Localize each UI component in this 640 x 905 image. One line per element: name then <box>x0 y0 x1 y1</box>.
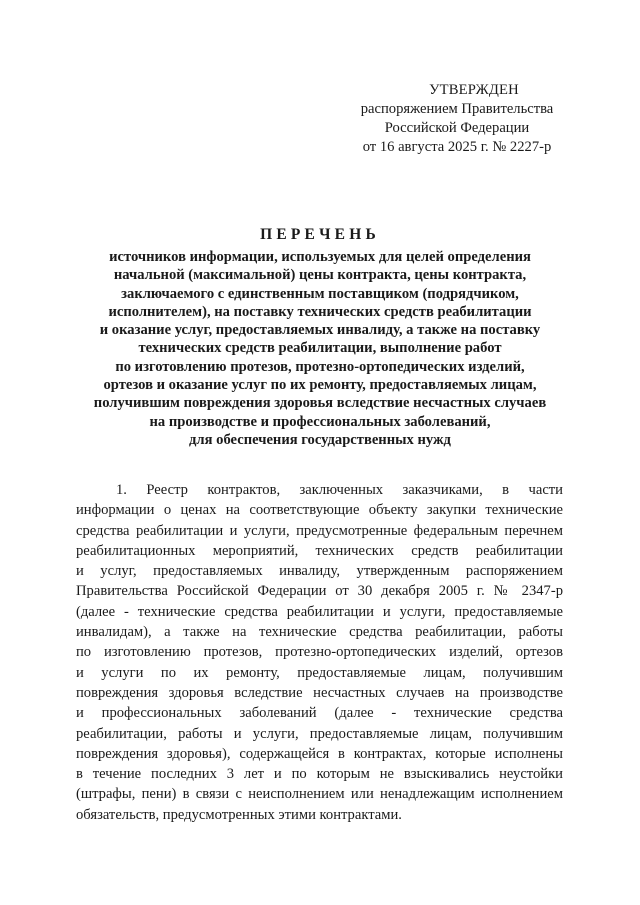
paragraph-line: 1. Реестр контрактов, заключенных заказчиками, в части <box>116 482 563 498</box>
approval-heading: УТВЕРЖДЕН <box>429 82 519 98</box>
paragraph-line: в течение последних 3 лет и по которым не взыскивались неустойки <box>76 766 563 783</box>
paragraph-1 <box>76 480 563 825</box>
paragraph-line: инвалидам), а также на технические средства реабилитации, работы <box>76 624 563 641</box>
subtitle-line: заключаемого с единственным поставщиком (подрядчиком, <box>121 285 519 302</box>
paragraph-line: реабилитационных мероприятий, технических средств реабилитации <box>76 542 563 559</box>
paragraph-line: информации о ценах на соответствующие объекту закупки технические <box>76 502 563 519</box>
paragraph-line: повреждения здоровья), содержащейся в контрактах, которые исполнены <box>76 745 563 762</box>
subtitle-line: источников информации, используемых для целей определения <box>109 249 531 265</box>
subtitle-line: для обеспечения государственных нужд <box>189 431 451 448</box>
document-title: ПЕРЕЧЕНЬ <box>260 226 380 243</box>
subtitle-line: и оказание услуг, предоставляемых инвалиду, а также на поставку <box>99 322 541 339</box>
subtitle-line: начальной (максимальной) цены контракта, цены контракта, <box>113 267 527 284</box>
subtitle-line: на производстве и профессиональных заболеваний, <box>149 413 491 430</box>
paragraph-line: обязательств, предусмотренных этими контрактами. <box>76 806 402 823</box>
paragraph-line: реабилитации, работы и услуги, предоставляемые лицам, получившим <box>76 725 563 742</box>
paragraph-line: и профессиональных заболеваний (далее - технические средства <box>76 705 563 722</box>
subtitle-line: по изготовлению протезов, протезно-ортопедических изделий, <box>115 358 525 375</box>
paragraph-line: (далее - технические средства реабилитации и услуги, предоставляемые <box>76 603 563 620</box>
paragraph-line: (штрафы, пени) в связи с неисполнением или ненадлежащим исполнением <box>76 786 563 803</box>
paragraph-line: средства реабилитации и услуги, предусмотренные федеральным перечнем <box>76 522 563 539</box>
paragraph-line: и услуги по их ремонту, предоставляемые лицам, получившим <box>76 664 563 681</box>
subtitle-line: технических средств реабилитации, выполнение работ <box>138 340 502 357</box>
document-subtitle <box>60 248 580 449</box>
subtitle-line: ортезов и оказание услуг по их ремонту, предоставляемых лицам, <box>103 377 537 394</box>
approval-date-line: от 16 августа 2025 г. № 2227-р <box>362 139 552 155</box>
paragraph-line: Правительства Российской Федерации от 30 декабря 2005 г. № 2347-р <box>76 583 563 600</box>
paragraph-line: и услуг, предоставляемых инвалиду, утвержденным распоряжением <box>76 563 563 580</box>
subtitle-line: получившим повреждения здоровья вследствие несчастных случаев <box>93 395 547 412</box>
approval-line: распоряжением Правительства <box>360 101 554 117</box>
approval-line: Российской Федерации <box>384 120 530 136</box>
paragraph-line: повреждения здоровья вследствие несчастных случаев на производстве <box>76 684 563 701</box>
approval-block <box>344 81 570 157</box>
subtitle-line: исполнителем), на поставку технических средств реабилитации <box>108 303 532 320</box>
paragraph-line: по изготовлению протезов, протезно-ортопедических изделий, ортезов <box>76 644 563 661</box>
